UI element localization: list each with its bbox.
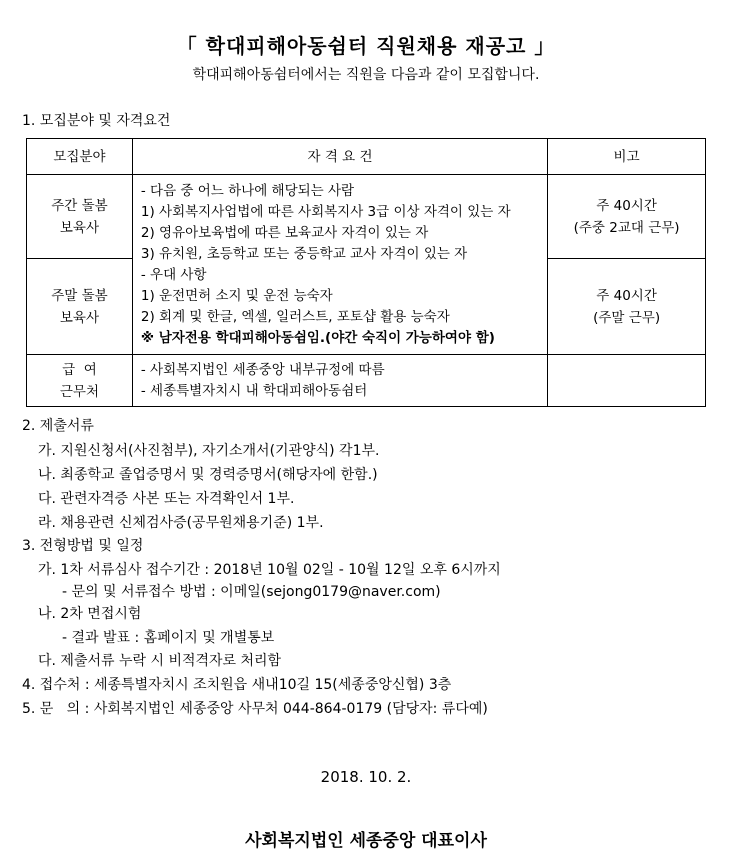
qualification-notice: ※ 남자전용 학대피해아동쉼임.(야간 숙직이 가능하여야 함) [140, 329, 495, 346]
qualification-line: - 다음 중 어느 하나에 해당되는 사람 [140, 182, 355, 199]
document-item: 나. 최종학교 졸업증명서 및 경력증명서(해당자에 한함.) [38, 467, 378, 483]
qualification-line: - 우대 사항 [140, 266, 207, 283]
schedule-line: 다. 제출서류 누락 시 비적격자로 처리함 [38, 653, 282, 669]
document-item: 가. 지원신청서(사진첨부), 자기소개서(기관양식) 각1부. [38, 443, 380, 459]
section-5-contact: 5. 문 의 : 사회복지법인 세종중앙 사무처 044-864-0179 (담당자: 류다예) [22, 701, 488, 717]
header-field: 모집분야 [27, 139, 133, 175]
table-row-weekday [27, 175, 706, 259]
qualifications-cell [132, 175, 547, 355]
section-4-address: 4. 접수처 : 세종특별자치시 조치원읍 새내10길 15(세종중앙신협) 3층 [22, 677, 452, 693]
table-row-salary [27, 355, 706, 407]
field-weekend-caregiver: 주말 돌봄 보육사 [27, 259, 133, 355]
header-note: 비고 [548, 139, 706, 175]
qualification-line: 2) 회계 및 한글, 엑셀, 일러스트, 포토샵 활용 능숙자 [140, 308, 450, 325]
header-qualifications: 자 격 요 건 [132, 139, 547, 175]
requirements-table [26, 138, 706, 407]
section-1-heading: 1. 모집분야 및 자격요건 [22, 113, 171, 129]
document-item: 라. 채용관련 신체검사증(공무원채용기준) 1부. [38, 515, 324, 531]
qualification-line: 1) 사회복지사업법에 따른 사회복지사 3급 이상 자격이 있는 자 [140, 203, 511, 220]
qualification-line: 2) 영유아보육법에 따른 보육교사 자격이 있는 자 [140, 224, 429, 241]
schedule-line: - 결과 발표 : 홈페이지 및 개별통보 [62, 630, 275, 646]
schedule-line: 나. 2차 면접시험 [38, 606, 142, 622]
schedule-line: 가. 1차 서류심사 접수기간 : 2018년 10월 02일 - 10월 12일 오후 6시까지 [38, 562, 501, 578]
table-header-row [27, 139, 706, 175]
note-empty [548, 355, 706, 407]
field-weekday-caregiver: 주간 돌봄 보육사 [27, 175, 133, 259]
signer: 사회복지법인 세종중앙 대표이사 [245, 831, 487, 851]
document-item: 다. 관련자격증 사본 또는 자격확인서 1부. [38, 491, 295, 507]
salary-workplace-cell: - 사회복지법인 세종중앙 내부규정에 따름 - 세종특별자치시 내 학대피해아동쉼터 [132, 355, 547, 407]
page-title: 「 학대피해아동쉼터 직원채용 재공고 」 [176, 34, 556, 58]
page-subtitle: 학대피해아동쉼터에서는 직원을 다음과 같이 모집합니다. [192, 67, 540, 83]
qualification-line: 3) 유치원, 초등학교 또는 중등학교 교사 자격이 있는 자 [140, 245, 468, 262]
field-salary-workplace: 급 여 근무처 [27, 355, 133, 407]
schedule-line: - 문의 및 서류접수 방법 : 이메일(sejong0179@naver.com) [62, 584, 441, 600]
section-2-heading: 2. 제출서류 [22, 418, 94, 434]
qualification-line: 1) 운전면허 소지 및 운전 능숙자 [140, 287, 333, 304]
announcement-date: 2018. 10. 2. [320, 768, 412, 786]
note-weekend: 주 40시간 (주말 근무) [548, 259, 706, 355]
note-weekday: 주 40시간 (주중 2교대 근무) [548, 175, 706, 259]
section-3-heading: 3. 전형방법 및 일정 [22, 538, 144, 554]
